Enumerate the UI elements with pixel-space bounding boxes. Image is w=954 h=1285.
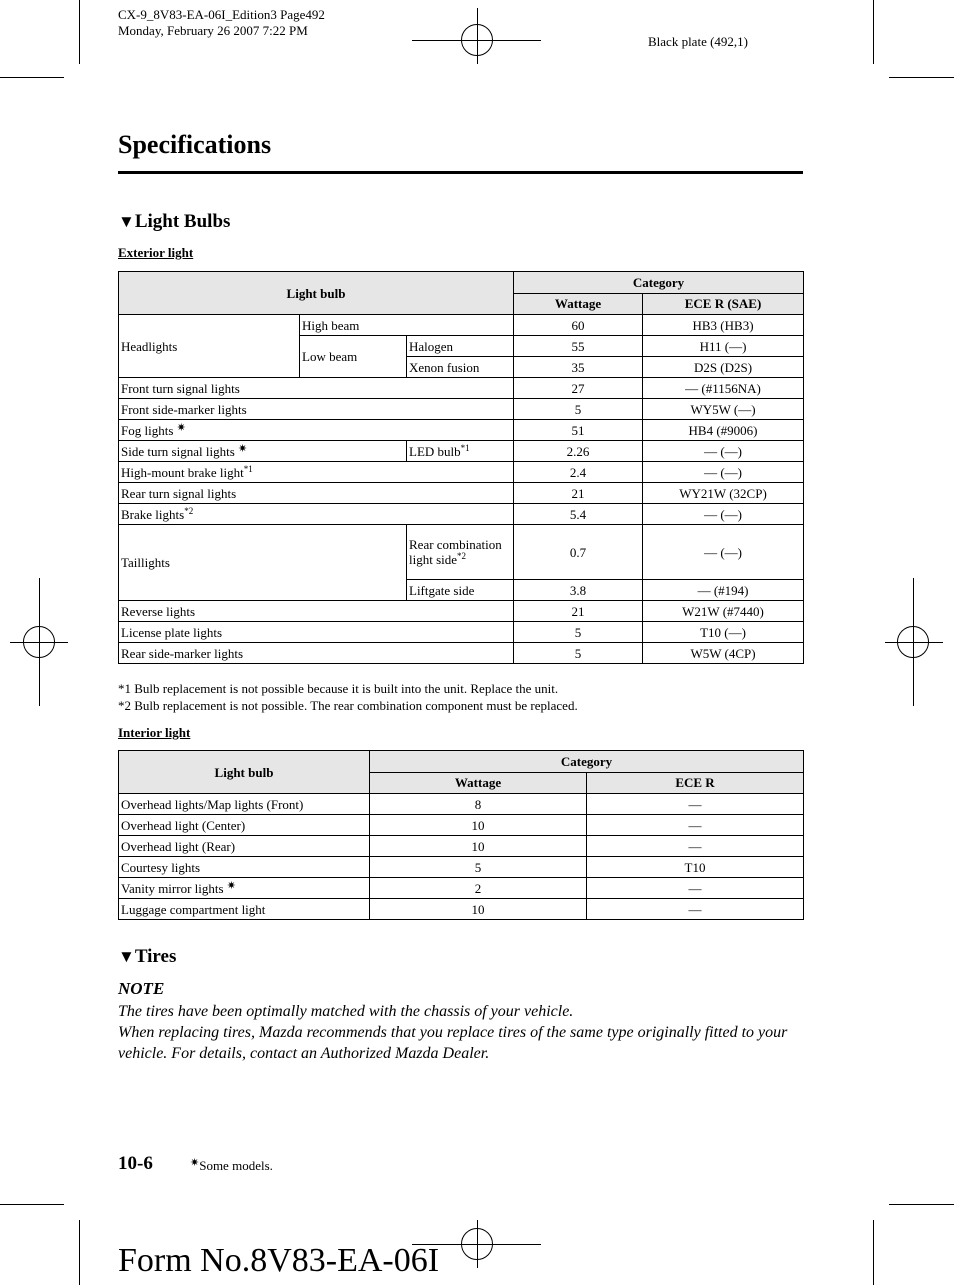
file-info-line1: CX-9_8V83-EA-06I_Edition3 Page492 [118,7,325,22]
some-models-note [190,1158,273,1174]
exterior-light-table [118,271,804,664]
cell-ece: WY21W (32CP) [643,483,804,504]
star-icon: ✷ [226,879,237,892]
table-header-row [119,272,804,294]
section-title: Specifications [118,130,272,159]
footnote-ref: *2 [457,551,467,561]
cell-wattage: 0.7 [514,525,643,580]
interior-caption: Interior light [118,725,191,740]
plate-label: Black plate (492,1) [648,34,748,49]
cell-high-beam: High beam [300,315,514,336]
table-row [119,441,804,462]
table-row [119,878,804,899]
cell-license: License plate lights [119,622,514,643]
cell-rear-side-marker: Rear side-marker lights [119,643,514,664]
cell-wattage: 5 [514,643,643,664]
cell-name: Overhead lights/Map lights (Front) [119,794,370,815]
cell-brake [119,504,514,525]
header-category: Category [514,272,804,294]
table-row [119,836,804,857]
cell-wattage: 27 [514,378,643,399]
cell-wattage: 10 [370,815,587,836]
cell-name: Luggage compartment light [119,899,370,920]
led-bulb-label: LED bulb [409,443,461,459]
footnote-ref: *1 [243,463,253,474]
note-line-1: The tires have been optimally matched with the chassis of your vehicle. [118,1003,574,1020]
cell-high-mount [119,462,514,483]
triangle-down-icon: ▼ [118,947,135,966]
cell-ece: — [587,815,804,836]
triangle-down-icon: ▼ [118,212,135,231]
interior-light-table [118,750,804,920]
header-category: Category [370,751,804,773]
high-mount-label: High-mount brake light [121,464,244,480]
table-row [119,622,804,643]
tires-title: Tires [134,946,177,967]
table-row [119,420,804,441]
table-row [119,643,804,664]
vanity-label: Vanity mirror lights [121,880,224,896]
cell-wattage: 2.4 [514,462,643,483]
header-ece: ECE R (SAE) [643,293,804,315]
page-number: 10-6 [118,1153,153,1174]
cell-ece: T10 [587,857,804,878]
cell-wattage: 21 [514,483,643,504]
star-icon: ✷ [238,442,248,455]
cell-wattage: 55 [514,336,643,357]
cell-ece: T10 (—) [643,622,804,643]
cell-name: Courtesy lights [119,857,370,878]
star-icon: ✷ [176,421,186,434]
cell-wattage: 3.8 [514,580,643,601]
cell-ece: HB3 (HB3) [643,315,804,336]
cell-wattage: 2.26 [514,441,643,462]
cell-wattage: 60 [514,315,643,336]
cell-wattage: 21 [514,601,643,622]
cell-low-beam: Low beam [300,336,407,378]
header-light-bulb: Light bulb [119,751,370,794]
cell-wattage: 5 [370,857,587,878]
form-number: Form No.8V83-EA-06I [118,1242,440,1279]
tires-heading [118,946,176,968]
footnote-2: *2 Bulb replacement is not possible. The rear combination component must be replaced. [118,698,578,713]
table-row [119,504,804,525]
cell-ece: — (#194) [643,580,804,601]
header-wattage: Wattage [514,293,643,315]
table-row [119,399,804,420]
cell-rear-combination [407,525,514,580]
cell-ece: — [587,794,804,815]
cell-wattage: 10 [370,899,587,920]
cell-wattage: 5 [514,622,643,643]
note-line-2: When replacing tires, Mazda recommends that you replace tires of the same type originally fitted to your vehicle. For details, contact an Authorized Mazda Dealer. [118,1024,788,1062]
table-row [119,899,804,920]
fog-label: Fog lights [121,422,174,438]
cell-ece: W5W (4CP) [643,643,804,664]
cell-halogen: Halogen [407,336,514,357]
cell-ece: — (—) [643,441,804,462]
cell-name [119,878,370,899]
table-row [119,483,804,504]
cell-wattage: 51 [514,420,643,441]
cell-ece: — [587,899,804,920]
cell-front-side-marker: Front side-marker lights [119,399,514,420]
rear-combination-label: Rear combination light side [409,537,502,567]
cell-liftgate: Liftgate side [407,580,514,601]
cell-led-bulb [407,441,514,462]
file-info [118,7,325,39]
cell-headlights: Headlights [119,315,300,378]
header-wattage: Wattage [370,772,587,794]
table-row [119,525,804,580]
brake-label: Brake lights [121,506,185,522]
footnote-ref: *1 [460,442,470,453]
cell-ece: H11 (—) [643,336,804,357]
table-row [119,601,804,622]
cell-ece: — (—) [643,504,804,525]
cell-wattage: 5 [514,399,643,420]
table-row [119,794,804,815]
cell-ece: W21W (#7440) [643,601,804,622]
cell-ece: D2S (D2S) [643,357,804,378]
cell-ece: — (—) [643,462,804,483]
cell-reverse: Reverse lights [119,601,514,622]
side-turn-label: Side turn signal lights [121,443,235,459]
cell-front-turn: Front turn signal lights [119,378,514,399]
section-rule [118,171,803,174]
cell-rear-turn: Rear turn signal lights [119,483,514,504]
cell-name: Overhead light (Center) [119,815,370,836]
cell-ece: — (—) [643,525,804,580]
footnote-ref: *2 [184,505,194,516]
cell-wattage: 10 [370,836,587,857]
cell-wattage: 5.4 [514,504,643,525]
cell-wattage: 35 [514,357,643,378]
table-row [119,857,804,878]
cell-ece: — (#1156NA) [643,378,804,399]
cell-ece: HB4 (#9006) [643,420,804,441]
cell-taillights: Taillights [119,525,407,601]
header-light-bulb: Light bulb [119,272,514,315]
footnotes [118,680,578,714]
exterior-caption: Exterior light [118,245,194,260]
note-title: NOTE [118,979,165,998]
table-row [119,462,804,483]
light-bulbs-heading [118,211,230,233]
some-models-text: Some models. [199,1158,273,1173]
table-header-row [119,751,804,773]
header-ece: ECE R [587,772,804,794]
note-body [118,1001,803,1064]
cell-name: Overhead light (Rear) [119,836,370,857]
cell-wattage: 8 [370,794,587,815]
footnote-1: *1 Bulb replacement is not possible because it is built into the unit. Replace the unit. [118,681,559,696]
cell-fog [119,420,514,441]
cell-side-turn [119,441,407,462]
cell-ece: — [587,878,804,899]
light-bulbs-title: Light Bulbs [134,211,231,232]
cell-ece: WY5W (—) [643,399,804,420]
cell-ece: — [587,836,804,857]
cell-xenon: Xenon fusion [407,357,514,378]
table-row [119,815,804,836]
table-row [119,315,804,336]
star-icon: ✷ [190,1157,200,1169]
cell-wattage: 2 [370,878,587,899]
file-info-line2: Monday, February 26 2007 7:22 PM [118,23,308,38]
table-row [119,378,804,399]
